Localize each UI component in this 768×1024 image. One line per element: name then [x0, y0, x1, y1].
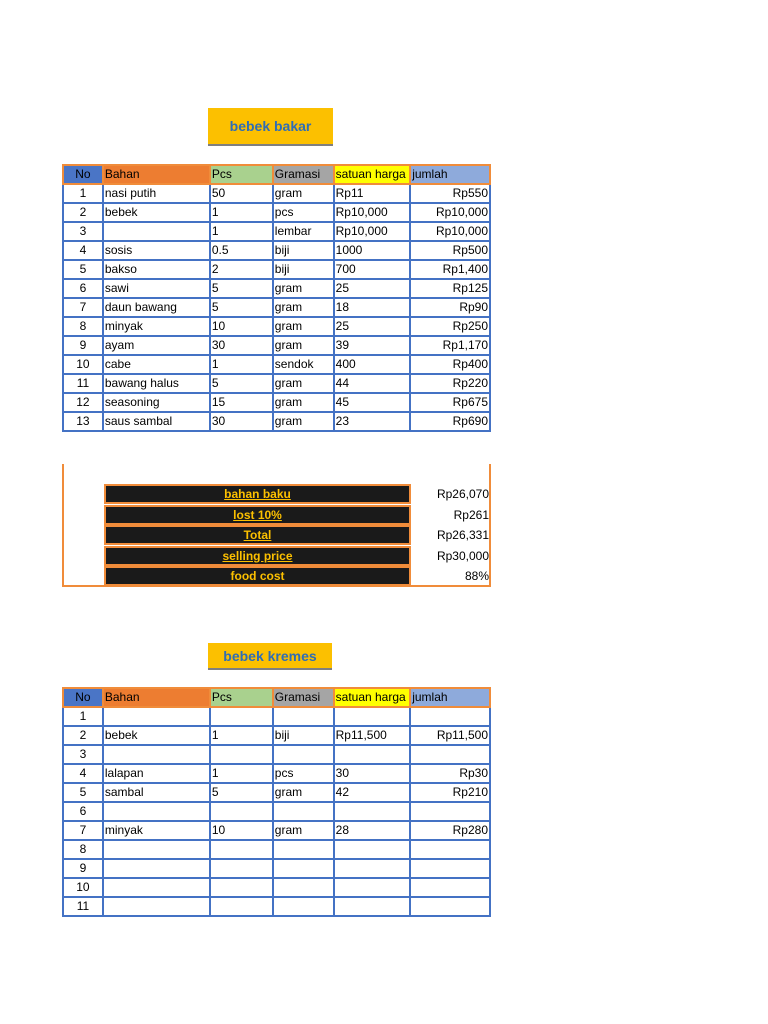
header-cell-no[interactable]: No — [63, 165, 103, 184]
table-row — [63, 184, 490, 203]
table-row — [63, 279, 490, 298]
cell-jumlah[interactable]: Rp10,000 — [410, 222, 490, 241]
table-row — [63, 336, 490, 355]
table-row — [63, 745, 490, 764]
summary-value[interactable]: Rp30,000 — [436, 548, 489, 563]
cell-satuan-harga[interactable]: 39 — [334, 336, 411, 355]
summary-row — [104, 525, 489, 545]
table-row — [63, 241, 490, 260]
summary-row — [104, 505, 489, 525]
cell-bahan[interactable]: bebek — [103, 726, 210, 745]
table-row — [63, 298, 490, 317]
cell-jumlah[interactable]: Rp90 — [410, 298, 490, 317]
table-row — [63, 859, 490, 878]
cell-satuan-harga[interactable]: 42 — [334, 783, 411, 802]
cell-satuan-harga[interactable]: 18 — [334, 298, 411, 317]
header-cell-jumlah[interactable]: jumlah — [410, 688, 490, 707]
cell-no[interactable]: 3 — [63, 222, 103, 241]
header-cell-bahan[interactable]: Bahan — [103, 165, 210, 184]
cell-no[interactable]: 8 — [63, 840, 103, 859]
cell-no[interactable]: 12 — [63, 393, 103, 412]
cell-no[interactable]: 2 — [63, 726, 103, 745]
cell-gramasi[interactable]: sendok — [273, 355, 334, 374]
cell-satuan-harga[interactable] — [334, 802, 411, 821]
cell-jumlah[interactable]: Rp500 — [410, 241, 490, 260]
cell-gramasi[interactable]: gram — [273, 412, 334, 431]
cell-satuan-harga[interactable]: 28 — [334, 821, 411, 840]
header-cell-pcs[interactable]: Pcs — [210, 688, 273, 707]
cell-gramasi[interactable]: biji — [273, 260, 334, 279]
cell-bahan[interactable] — [103, 897, 210, 916]
cell-bahan[interactable]: seasoning — [103, 393, 210, 412]
cell-pcs[interactable]: 1 — [210, 764, 273, 783]
cell-satuan-harga[interactable]: 400 — [334, 355, 411, 374]
cell-pcs[interactable]: 30 — [210, 412, 273, 431]
ingredients-table-bebek-kremes — [62, 687, 491, 917]
cell-pcs[interactable]: 1 — [210, 203, 273, 222]
header-cell-no[interactable]: No — [63, 688, 103, 707]
header-cell-bahan[interactable]: Bahan — [103, 688, 210, 707]
cell-bahan[interactable]: lalapan — [103, 764, 210, 783]
cell-jumlah[interactable]: Rp10,000 — [410, 203, 490, 222]
cell-satuan-harga[interactable]: 25 — [334, 317, 411, 336]
table-row — [63, 707, 490, 726]
cell-no[interactable]: 7 — [63, 298, 103, 317]
cell-jumlah[interactable] — [410, 745, 490, 764]
cell-satuan-harga[interactable]: 1000 — [334, 241, 411, 260]
cell-satuan-harga[interactable] — [334, 745, 411, 764]
cell-pcs[interactable] — [210, 897, 273, 916]
cell-no[interactable]: 2 — [63, 203, 103, 222]
cell-no[interactable]: 13 — [63, 412, 103, 431]
cell-satuan-harga[interactable]: 44 — [334, 374, 411, 393]
cell-jumlah[interactable]: Rp11,500 — [410, 726, 490, 745]
cell-no[interactable]: 10 — [63, 355, 103, 374]
cell-jumlah[interactable]: Rp1,170 — [410, 336, 490, 355]
cell-jumlah[interactable] — [410, 878, 490, 897]
cell-pcs[interactable]: 30 — [210, 336, 273, 355]
cell-no[interactable]: 5 — [63, 783, 103, 802]
cell-bahan[interactable] — [103, 878, 210, 897]
cell-pcs[interactable]: 1 — [210, 222, 273, 241]
cell-jumlah[interactable] — [410, 897, 490, 916]
table-row — [63, 878, 490, 897]
table-row — [63, 726, 490, 745]
summary-row — [104, 484, 489, 504]
cell-gramasi[interactable]: pcs — [273, 203, 334, 222]
summary-label[interactable]: bahan baku — [104, 484, 411, 504]
cell-bahan[interactable]: bawang halus — [103, 374, 210, 393]
table-row — [63, 897, 490, 916]
cell-pcs[interactable] — [210, 802, 273, 821]
cell-jumlah[interactable]: Rp550 — [410, 184, 490, 203]
cell-pcs[interactable]: 50 — [210, 184, 273, 203]
cell-bahan[interactable] — [103, 802, 210, 821]
cell-satuan-harga[interactable] — [334, 897, 411, 916]
cell-bahan[interactable] — [103, 859, 210, 878]
cell-satuan-harga[interactable] — [334, 707, 411, 726]
cell-gramasi[interactable]: gram — [273, 279, 334, 298]
cell-gramasi[interactable]: gram — [273, 184, 334, 203]
cell-pcs[interactable] — [210, 859, 273, 878]
cell-satuan-harga[interactable]: 25 — [334, 279, 411, 298]
cell-gramasi[interactable]: gram — [273, 336, 334, 355]
cell-gramasi[interactable]: gram — [273, 393, 334, 412]
cell-jumlah[interactable]: Rp400 — [410, 355, 490, 374]
cell-bahan[interactable]: bebek — [103, 203, 210, 222]
cell-no[interactable]: 9 — [63, 859, 103, 878]
table-row — [63, 203, 490, 222]
table-header-row — [63, 688, 490, 707]
cell-satuan-harga[interactable]: Rp11 — [334, 184, 411, 203]
cell-pcs[interactable]: 5 — [210, 279, 273, 298]
cell-bahan[interactable]: nasi putih — [103, 184, 210, 203]
summary-label[interactable]: lost 10% — [104, 505, 411, 525]
cell-pcs[interactable]: 10 — [210, 821, 273, 840]
cell-bahan[interactable]: daun bawang — [103, 298, 210, 317]
cell-gramasi[interactable] — [273, 859, 334, 878]
cell-no[interactable]: 11 — [63, 374, 103, 393]
table-header-row — [63, 165, 490, 184]
cell-pcs[interactable]: 5 — [210, 783, 273, 802]
header-cell-satuan-harga[interactable]: satuan harga — [334, 165, 411, 184]
cell-pcs[interactable]: 2 — [210, 260, 273, 279]
cell-satuan-harga[interactable] — [334, 840, 411, 859]
cell-satuan-harga[interactable]: 23 — [334, 412, 411, 431]
cell-no[interactable]: 10 — [63, 878, 103, 897]
cell-gramasi[interactable]: gram — [273, 298, 334, 317]
cell-satuan-harga[interactable]: 45 — [334, 393, 411, 412]
table-row — [63, 393, 490, 412]
cell-bahan[interactable] — [103, 707, 210, 726]
cell-bahan[interactable] — [103, 222, 210, 241]
cell-gramasi[interactable] — [273, 878, 334, 897]
cell-satuan-harga[interactable] — [334, 859, 411, 878]
table-row — [63, 317, 490, 336]
cell-jumlah[interactable]: Rp1,400 — [410, 260, 490, 279]
cell-no[interactable]: 7 — [63, 821, 103, 840]
summary-value[interactable]: Rp26,070 — [436, 487, 489, 501]
cell-gramasi[interactable]: lembar — [273, 222, 334, 241]
cell-satuan-harga[interactable]: 30 — [334, 764, 411, 783]
cell-pcs[interactable]: 10 — [210, 317, 273, 336]
cell-gramasi[interactable]: gram — [273, 821, 334, 840]
cell-jumlah[interactable] — [410, 707, 490, 726]
cell-no[interactable]: 6 — [63, 802, 103, 821]
cell-pcs[interactable]: 15 — [210, 393, 273, 412]
header-cell-jumlah[interactable]: jumlah — [410, 165, 490, 184]
table-row — [63, 802, 490, 821]
cell-no[interactable]: 1 — [63, 707, 103, 726]
header-cell-pcs[interactable]: Pcs — [210, 165, 273, 184]
cell-pcs[interactable]: 5 — [210, 298, 273, 317]
cell-pcs[interactable] — [210, 878, 273, 897]
cell-gramasi[interactable] — [273, 745, 334, 764]
summary-value[interactable]: Rp26,331 — [436, 528, 489, 542]
cell-bahan[interactable]: sosis — [103, 241, 210, 260]
cell-pcs[interactable]: 1 — [210, 355, 273, 374]
header-cell-satuan-harga[interactable]: satuan harga — [334, 688, 411, 707]
summary-value[interactable]: 88% — [464, 569, 489, 583]
cell-no[interactable]: 8 — [63, 317, 103, 336]
cell-gramasi[interactable] — [273, 802, 334, 821]
cell-no[interactable]: 3 — [63, 745, 103, 764]
cell-satuan-harga[interactable]: 700 — [334, 260, 411, 279]
cell-jumlah[interactable]: Rp125 — [410, 279, 490, 298]
cell-pcs[interactable] — [210, 707, 273, 726]
table-row — [63, 355, 490, 374]
cell-bahan[interactable]: sambal — [103, 783, 210, 802]
summary-label[interactable]: Total — [104, 525, 411, 545]
cell-no[interactable]: 5 — [63, 260, 103, 279]
cell-jumlah[interactable] — [410, 840, 490, 859]
cell-jumlah[interactable]: Rp675 — [410, 393, 490, 412]
cell-satuan-harga[interactable]: Rp11,500 — [334, 726, 411, 745]
cell-jumlah[interactable]: Rp250 — [410, 317, 490, 336]
cell-jumlah[interactable]: Rp220 — [410, 374, 490, 393]
cell-no[interactable]: 4 — [63, 241, 103, 260]
cell-gramasi[interactable] — [273, 840, 334, 859]
cell-gramasi[interactable]: pcs — [273, 764, 334, 783]
cell-gramasi[interactable] — [273, 897, 334, 916]
summary-label[interactable]: food cost — [104, 566, 411, 586]
table-row — [63, 374, 490, 393]
cell-no[interactable]: 1 — [63, 184, 103, 203]
cell-pcs[interactable] — [210, 745, 273, 764]
cell-jumlah[interactable]: Rp280 — [410, 821, 490, 840]
recipe-title-bebek-kremes[interactable]: bebek kremes — [208, 643, 332, 670]
cell-gramasi[interactable] — [273, 707, 334, 726]
table-row — [63, 821, 490, 840]
header-cell-gramasi[interactable]: Gramasi — [273, 688, 334, 707]
table-row — [63, 222, 490, 241]
cell-pcs[interactable]: 1 — [210, 726, 273, 745]
table-row — [63, 412, 490, 431]
cell-bahan[interactable]: cabe — [103, 355, 210, 374]
table-row — [63, 783, 490, 802]
cell-satuan-harga[interactable] — [334, 878, 411, 897]
cell-bahan[interactable]: sawi — [103, 279, 210, 298]
cell-gramasi[interactable]: gram — [273, 374, 334, 393]
cell-bahan[interactable] — [103, 840, 210, 859]
summary-value[interactable]: Rp261 — [453, 507, 489, 522]
cell-jumlah[interactable]: Rp690 — [410, 412, 490, 431]
cell-jumlah[interactable]: Rp210 — [410, 783, 490, 802]
cell-no[interactable]: 9 — [63, 336, 103, 355]
cell-no[interactable]: 11 — [63, 897, 103, 916]
cell-bahan[interactable]: saus sambal — [103, 412, 210, 431]
cell-satuan-harga[interactable]: Rp10,000 — [334, 222, 411, 241]
cell-jumlah[interactable] — [410, 859, 490, 878]
summary-label[interactable]: selling price — [104, 546, 411, 566]
cell-pcs[interactable]: 0.5 — [210, 241, 273, 260]
cell-bahan[interactable] — [103, 745, 210, 764]
cell-pcs[interactable]: 5 — [210, 374, 273, 393]
cell-pcs[interactable] — [210, 840, 273, 859]
ingredients-table-bebek-bakar — [62, 164, 491, 432]
cell-gramasi[interactable]: gram — [273, 783, 334, 802]
cell-no[interactable]: 6 — [63, 279, 103, 298]
table-row — [63, 260, 490, 279]
table-row — [63, 840, 490, 859]
table-row — [63, 764, 490, 783]
summary-row — [104, 546, 489, 566]
cell-bahan[interactable]: minyak — [103, 317, 210, 336]
cell-bahan[interactable]: ayam — [103, 336, 210, 355]
cell-satuan-harga[interactable]: Rp10,000 — [334, 203, 411, 222]
cell-jumlah[interactable] — [410, 802, 490, 821]
cell-gramasi[interactable]: biji — [273, 241, 334, 260]
cell-gramasi[interactable]: biji — [273, 726, 334, 745]
cost-summary-panel — [62, 464, 491, 587]
cell-bahan[interactable]: bakso — [103, 260, 210, 279]
recipe-title-bebek-bakar[interactable]: bebek bakar — [208, 108, 333, 146]
cell-no[interactable]: 4 — [63, 764, 103, 783]
header-cell-gramasi[interactable]: Gramasi — [273, 165, 334, 184]
cell-jumlah[interactable]: Rp30 — [410, 764, 490, 783]
cell-gramasi[interactable]: gram — [273, 317, 334, 336]
summary-row — [104, 566, 489, 586]
cell-bahan[interactable]: minyak — [103, 821, 210, 840]
